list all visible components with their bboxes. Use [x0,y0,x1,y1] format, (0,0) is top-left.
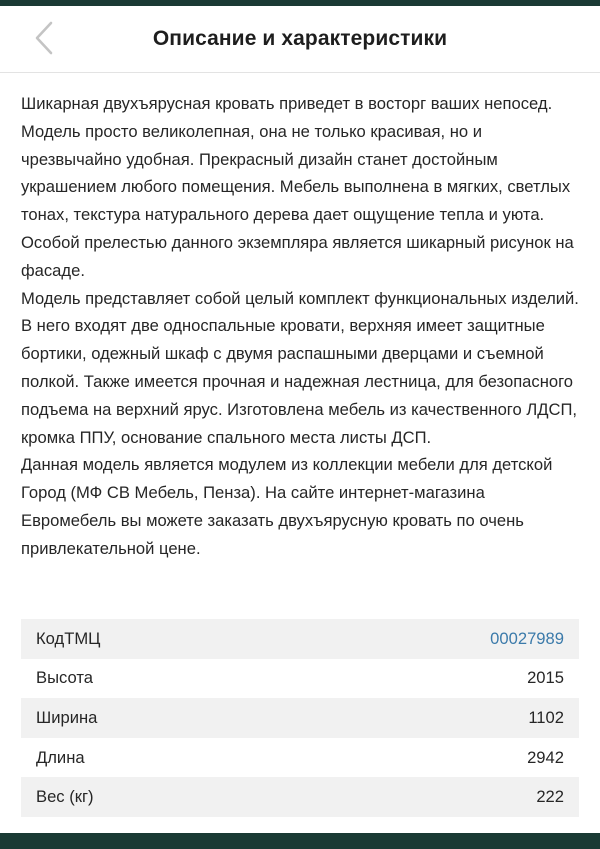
spec-label: Высота [36,668,93,688]
spec-value: 2942 [527,747,564,767]
specs-table [21,619,579,817]
back-button[interactable] [24,18,64,58]
description-paragraph: Данная модель является модулем из коллекции мебели для детской Город (МФ СВ Мебель, Пенза). На сайте интернет-магазина Евромебель вы можете заказать двухъярусную кровать по очень привлекательной цене. [21,455,553,558]
description-paragraph: Шикарная двухъярусная кровать приведет в восторг ваших непосед. Модель просто великолепная, она не только красивая, но и чрезвычайно удобная. Прекрасный дизайн станет достойным украшением любого помещения. Мебель выполнена в мягких, светлых тонах, текстура натурального дерева дает ощущение тепла и уюта. Особой прелестью данного экземпляра является шикарный рисунок на фасаде. [21,94,574,280]
description-paragraph: Модель представляет собой целый комплект функциональных изделий. В него входят две односпальные кровати, верхняя имеет защитные бортики, одежный шкаф с двумя распашными дверцами и съемной полкой. Также имеется прочная и надежная лестница, для безопасного подъема на верхний ярус. Изготовлена мебель из качественного ЛДСП, кромка ППУ, основание спального места листы ДСП. [21,288,579,447]
page-title: Описание и характеристики [152,27,448,50]
spec-code-link[interactable]: 00027989 [490,628,564,648]
spec-label: КодТМЦ [36,628,101,648]
spec-value: 222 [536,787,564,807]
header-bar [0,6,600,73]
spec-row-length [21,738,579,778]
spec-row-weight [21,777,579,817]
spec-value: 1102 [528,707,564,727]
product-description [21,90,581,563]
spec-label: Вес (кг) [36,787,94,807]
spec-label: Длина [36,747,85,767]
spec-row-code [21,619,579,659]
spec-row-width [21,698,579,738]
spec-label: Ширина [36,707,98,727]
bottom-frame-strip [0,833,600,849]
spec-value: 2015 [527,668,564,688]
spec-row-height [21,659,579,699]
chevron-left-icon [33,21,55,55]
